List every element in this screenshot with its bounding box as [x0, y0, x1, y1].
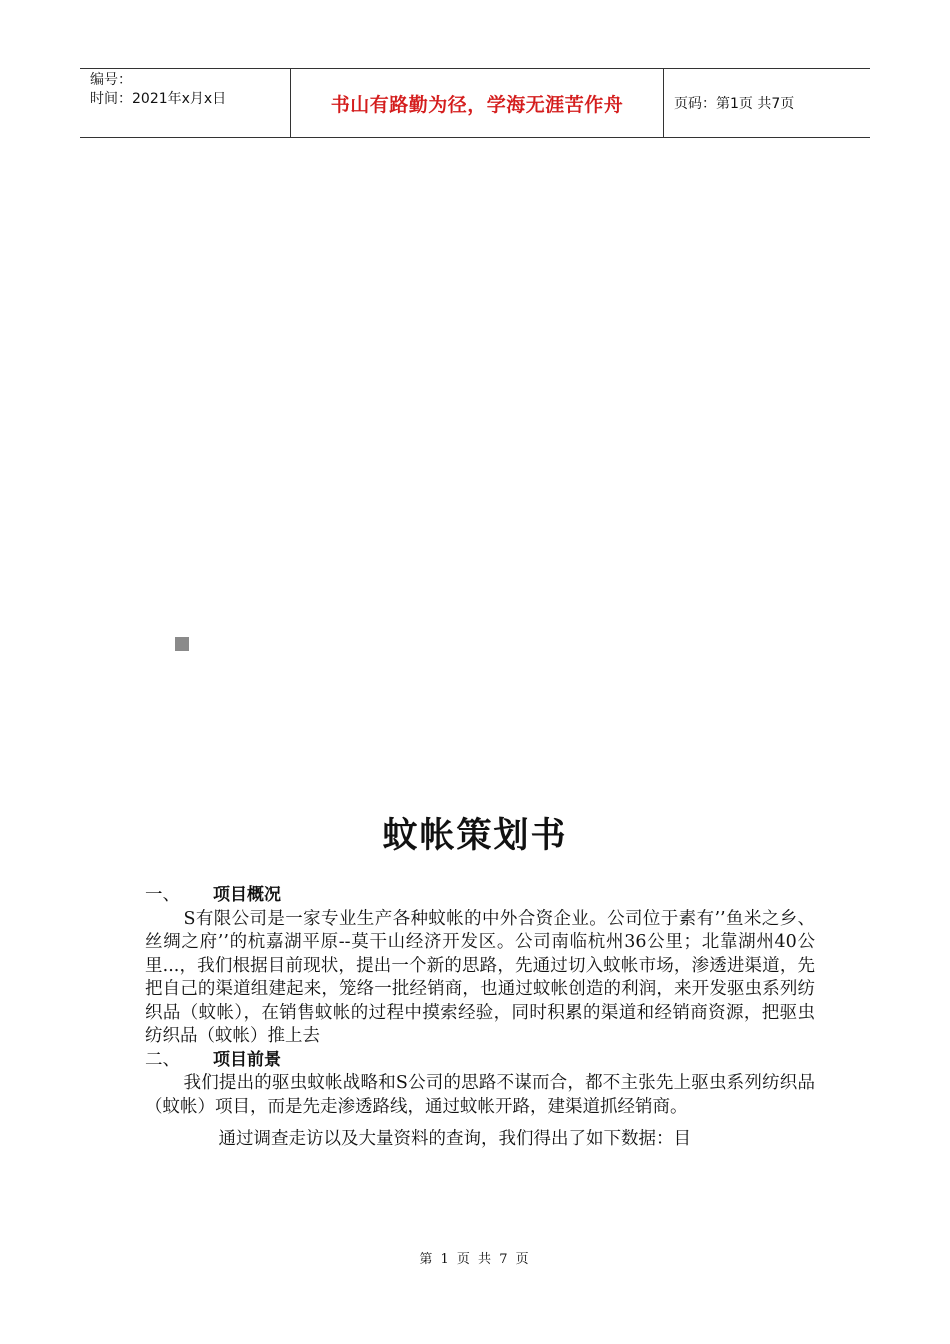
header-meta-cell	[80, 69, 291, 137]
section-number: 二、	[145, 1049, 180, 1070]
doc-number-label: 编号：	[90, 72, 132, 88]
section-paragraph: 我们提出的驱虫蚊帐战略和S公司的思路不谋而合，都不主张先上驱虫系列纺织品（蚊帐）项目，而是先走渗透路线，通过蚊帐开路，建渠道抓经销商。	[145, 1073, 815, 1117]
section-label: 项目前景	[213, 1049, 281, 1070]
section-number: 一、	[145, 885, 180, 905]
section-paragraph-continued: 通过调查走访以及大量资料的查询，我们得出了如下数据：目	[218, 1129, 691, 1149]
header-table	[80, 68, 870, 138]
section-heading-1	[145, 884, 815, 908]
page-footer: 第 1 页 共 7 页	[419, 1252, 531, 1267]
section-heading-2	[145, 1049, 815, 1073]
date-label: 时间：2021年x月x日	[90, 91, 227, 107]
header-page-info: 页码：第1页 共7页	[674, 96, 795, 112]
document-title: 蚊帐策划书	[382, 816, 568, 856]
header-motto: 书山有路勤为径，学海无涯苦作舟	[291, 69, 664, 137]
document-body	[145, 884, 815, 1152]
placeholder-square-icon	[175, 637, 189, 651]
section-paragraph: S有限公司是一家专业生产各种蚊帐的中外合资企业。公司位于素有’’鱼米之乡、丝绸之府’’的杭嘉湖平原--莫干山经济开发区。公司南临杭州36公里；北靠湖州40公里...，我们根据目前现状，提出一个新的思路，先通过切入蚊帐市场，渗透进渠道，先把自己的渠道组建起来，笼络一批经销商，也通过蚊帐创造的利润，来开发驱虫系列纺织品（蚊帐），在销售蚊帐的过程中摸索经验，同时积累的渠道和经销商资源，把驱虫纺织品（蚊帐）推上去	[145, 908, 815, 1046]
section-label: 项目概况	[213, 885, 281, 905]
